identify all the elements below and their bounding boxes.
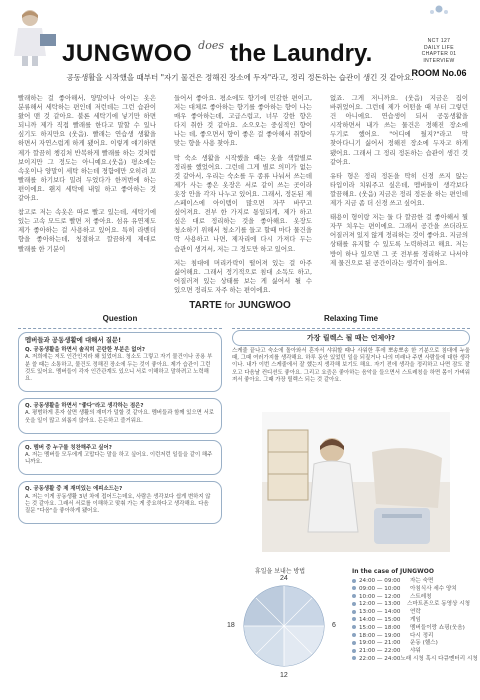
section-title-tarte: TARTE <box>189 300 222 311</box>
schedule-time-text: 18:00 — 19:00 <box>359 632 401 639</box>
chapter-meta <box>406 4 472 78</box>
qa-bubble <box>18 332 222 392</box>
bullet-icon <box>352 617 356 621</box>
relaxing-time-heading: Relaxing Time <box>232 312 470 326</box>
meta-line-2: DAILY LIFE <box>424 44 454 51</box>
schedule-time-text: 22:00 — 24:00 <box>359 655 401 662</box>
meta-line-1: NCT 127 <box>427 38 451 44</box>
schedule-activity: 다시 정리 <box>410 632 434 639</box>
schedule-row <box>352 625 470 633</box>
schedule-time-text: 09:00 — 10:00 <box>359 585 401 592</box>
schedule-time-text: 13:00 — 14:00 <box>359 609 401 616</box>
schedule-time <box>352 601 407 609</box>
title-main: JUNGWOO <box>62 40 193 67</box>
schedule-activity: 멤버들이랑 쇼핑(웃음) <box>410 624 465 631</box>
clock-label: 휴일을 보내는 방법 <box>254 568 306 575</box>
schedule-row <box>352 609 470 617</box>
qa-bubble <box>18 440 222 476</box>
schedule-time <box>352 594 410 602</box>
article-column-3 <box>330 94 468 273</box>
holiday-schedule <box>352 568 478 664</box>
question-text: Q. 공동생활 중 제 재미있는 에피소드는? <box>25 486 123 493</box>
article-body <box>18 94 468 298</box>
paragraph: 참고로 저는 속옷은 따로 빨고 있는데, 세탁기에 있는 고속 모드로 빨면 저 좋아요. 섬유 유연제도 제가 좋아하는 걸 사용하고 있어요. 특히 라벤더 향을 좋아하는데, 청결하고 깔끔하게 제대로 빨래를 한 기분이 <box>18 208 156 253</box>
schedule-time <box>352 640 410 648</box>
schedule-activity: 스마트폰으로 동영상 시청 <box>407 601 470 608</box>
bullet-icon <box>352 656 356 660</box>
clock-number-12: 12 <box>280 672 288 679</box>
subtitle: 공동생활을 시작했을 때부터 "자기 물건은 정해진 장소에 두자"라고, 정리 정돈하는 습관이 생긴 것 같아요. <box>66 73 414 82</box>
jungwoo-photo-icon <box>6 4 58 66</box>
schedule-activity: 스트레칭 <box>410 593 432 600</box>
article-column-2 <box>174 94 312 300</box>
meta-line-4: INTERVIEW <box>423 57 455 64</box>
schedule-activity: 연락 <box>410 609 421 616</box>
qa-topic: 멤버들과 공동생활에 대해서 질문! <box>25 336 122 344</box>
holiday-clock-icon <box>240 582 328 670</box>
title-does: does <box>198 39 224 52</box>
section-title <box>0 300 480 311</box>
schedule-activity: 아침식사 세수 양치 <box>410 585 457 592</box>
schedule-time-text: 24:00 — 09:00 <box>359 578 401 584</box>
clock-number-6: 6 <box>332 622 336 629</box>
relax-answer: 스케줄 끝나고 숙소에 돌아와서 혼자서 샤워할 때나 사워한 후에 뽀송뽀송 한 기분으로 침대에 누울 때, 그때 여러가지를 생각해요. 하루 동안 있었던 일을 되짚거나 나의 미래나 주변 사람들에 대한 생각이나. 내가 이번 스케줄에서 잘 했는지 생각해 보기도 해요. 자기 전에 생각을 정리하고 나면 잠도 잘 오고 다음날 컨디션도 좋아요. 그리고 요즘은 좋아하는 음악을 들으면서 스트레칭을 하면 몸이 가벼워져서 좋아요. 그때 가장 릴렉스 되는 것 같아요. <box>232 348 470 383</box>
laundry-photo-icon <box>262 412 450 552</box>
paragraph: 없죠. 그게 저니까요. (웃음) 지금은 집이 바뀌었어요. 그런데 제가 어떤을 때 부터 그렇던 건 아니에요. 연습생이 되서 공동생활을 시작하면서 내가 쓰는 물건은 정해진 장소에 두기로 했어요. "어디에 뒀지?"라고 막 찾아다니기 싫어서 정해진 장소에 두자고 하게 됐어요. 그래서 그 정리 정돈하는 습관이 생긴 것 같아요. <box>330 94 468 166</box>
answer-text: A. 저희에는 저도 인간인지라 왜 있었어요. 청소도 그렇고 자기 물건이나 공용 부분 쓸 때는 소통하고, 물건도 정해진 장소에 두는 것이 좋아요. 제가 습관이 그런 것도 있어요. 멤버들이 각자 인간관계도 있으니 서로 이해하고 말하려고 노력해요. <box>25 354 213 383</box>
paragraph: 들어서 좋아요. 평소에도 향기에 민감한 편이고, 저는 대체로 좋아하는 향기를 좋아하는 향이 나는 매우 좋아하는데, 고급스럽고, 너무 강한 향은 다지 취한 것 같아요. 소으오는 중심적인 향이 나는 데, 좋으면서 향이 좋은 걸 좋아해서 취향이 맞는 향을 사용 찾아요. <box>174 94 312 148</box>
bullet-icon <box>352 579 356 583</box>
schedule-row <box>352 578 470 586</box>
schedule-row <box>352 648 470 656</box>
schedule-activity: 노래 시청 혹시 다큐멘터리 시청 <box>400 655 478 662</box>
answer-text: A. 저는 멤버들 모두에게 고맙다는 말을 하고 싶어요. 이런저런 일들을 같이 해주니까요. <box>25 452 213 466</box>
bullet-icon <box>352 625 356 629</box>
paragraph: 저는 침대에 머리카락이 떨어져 있는 걸 아주 싫어해요. 그래서 정기적으로 침대 소독도 하고, 어질러져 있는 상태를 보는 게 싫어서 될 수 있으면 정리도 자주 하는 편이에요. <box>174 258 312 294</box>
answer-text: A. 저는 이게 공동생활 3년 차에 접어드는데요, 사람은 생각보다 쉽게 변하지 않는 것 같아요. 그래서 서로를 이해하고 맞춰 가는 게 중요하다고 생각해요. 다음 질문 "다음"을 좋아하게 됐어요. <box>25 493 211 515</box>
schedule-title: In the case of JUNGWOO <box>352 568 434 575</box>
paragraph: 태용이 형이랑 저는 둘 다 깔끔한 걸 좋아해서 뭘 자꾸 치우는 편이에요. 그래서 공간을 쓰더라도 어질러져 있지 않게 정리하는 것이 좋아요. 지금의 상태를 유지할 수 있도록 노력하려고 해요. 저는 방이 하나 있으면 그 곳 전부를 정리하고 나서야 제 물건으로 된 공간이라는 생각이 들어요. <box>330 213 468 267</box>
schedule-activity: 운동 (헬스) <box>410 640 438 647</box>
qa-bubble <box>18 398 222 434</box>
clock-number-24: 24 <box>280 575 288 582</box>
section-title-for: for <box>224 300 236 310</box>
schedule-time <box>352 617 410 625</box>
question-panel <box>18 332 222 530</box>
schedule-time-text: 19:00 — 21:00 <box>359 640 401 647</box>
schedule-time-text: 15:00 — 18:00 <box>359 624 401 631</box>
article-title <box>62 40 372 68</box>
relax-question: 가장 릴렉스 될 때는 언제야? <box>232 330 470 346</box>
meta-line-3: CHAPTER 01 <box>421 51 457 57</box>
schedule-activity: 자는 숙면 <box>410 578 434 584</box>
schedule-activity: 게임 <box>410 616 421 623</box>
bullet-icon <box>352 610 356 614</box>
schedule-time <box>352 586 410 594</box>
question-heading: Question <box>18 312 222 326</box>
schedule-time <box>352 656 400 664</box>
room-number: ROOM No.06 <box>411 68 467 78</box>
answer-text: A. 평범하게 혼자 살면 생활의 재미가 덜할 것 같아요. 멤버들과 함께 있으면 서로 웃을 일이 많고 외롭지 않아요. 든든하고 즐거워요. <box>25 410 215 424</box>
schedule-time <box>352 625 410 633</box>
bullet-icon <box>352 586 356 590</box>
bullet-icon <box>352 641 356 645</box>
schedule-row <box>352 640 470 648</box>
question-text: Q. 공동생활을 하면서 솔직히 곤란한 부분은 없어? <box>25 347 145 354</box>
bullet-icon <box>352 633 356 637</box>
schedule-row <box>352 586 470 594</box>
nct-daily-life-logo-icon <box>416 4 462 34</box>
question-text: Q. 공동생활을 하면서 "좋다"라고 생각하는 점은? <box>25 403 144 410</box>
schedule-time-text: 10:00 — 12:00 <box>359 593 401 600</box>
schedule-time <box>352 648 410 656</box>
schedule-row <box>352 655 478 664</box>
title-end: the Laundry. <box>230 40 373 67</box>
schedule-time-text: 14:00 — 15:00 <box>359 616 401 623</box>
paragraph: 빨래하는 걸 좋아해서, 양말이나 아이는 옷은 분류해서 세탁하는 편인데 저런데는 그런 습관이 왔어 맨 것 같아요. 불론 세탁기에 넣기만 하면 되니까 제가 직접 빨래를 한다고 말할 수 있나 싶기도 하지만요 (웃음). 빨래는 연습생 생활을 하면서 자연스럽게 하게 됐어요. 이렇게 얘기하면 제가 깔끔히 챙김처 반복하게 빨래를 하는 것처럼 보이지만 그 정도는 아니예요.(웃음) 평소에는 속옷이나 양말이 세탁 하는데 졍함에만 오히려 꼬 빨래를 하기보다 밀려 두었다가 한꺼번에 하는 편이에요. 왠지 세탁에 내일 하고 좋아하는 것 같아요. <box>18 94 156 203</box>
article-column-1 <box>18 94 156 259</box>
qa-bubble <box>18 481 222 524</box>
schedule-time-text: 21:00 — 22:00 <box>359 648 401 655</box>
paragraph: 막 숙소 생활을 시작했을 때는 옷을 색깔별로 정리를 했었어요. 그런데 그게 별로 의미가 없는 것 같아서, 우리는 숙소를 두 종류 나눠서 쓰는데 제가 사는 좋은 옷장은 서로 같이 쓰는 곳이라 옷장 안을 각자 나누고 있어요. 그래서, 정돈된 제 스페이스에 아이템이 많으면 자꾸 바꾸고 싶어져요. 전부 한 가지로 통일되게, 제가 하고 싶은 대로 정리하는 것을 좋아해요. 옷장도 청소하기 위해서 청소기를 들고 할때 마다 물건을 딱 사용하고 나면, 제자리에 다시 가져다 두는 습관이 생겨서, 저는 그 정도만 하고 있어요. <box>174 153 312 253</box>
section-title-name: JUNGWOO <box>237 300 291 311</box>
schedule-row <box>352 617 470 625</box>
bullet-icon <box>352 594 356 598</box>
bullet-icon <box>352 649 356 653</box>
schedule-activity: 샤워 <box>410 648 421 655</box>
schedule-time <box>352 609 410 617</box>
question-text: Q. 멤버 중 누구를 칭찬해주고 싶어? <box>25 444 112 451</box>
schedule-time <box>352 633 410 641</box>
clock-number-18: 18 <box>227 622 235 629</box>
paragraph: 유타 형은 정리 정돈을 딱히 신경 쓰지 않는 타입이라 치워주고 싶은데, 멤버들이 생각보다 깔끔해요. (웃음) 지금은 정리 정돈을 하는 편인데 제가 지금 좀 더 신경 쓰고 싶어요. <box>330 171 468 208</box>
schedule-time-text: 12:00 — 13:00 <box>359 601 401 608</box>
bullet-icon <box>352 602 356 606</box>
schedule-time <box>352 578 410 586</box>
